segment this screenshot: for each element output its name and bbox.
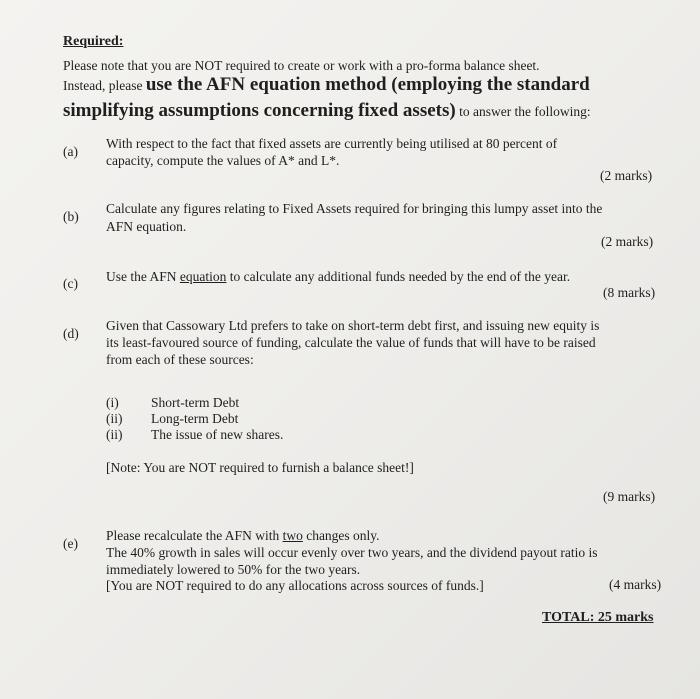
- question-e-line-3: immediately lowered to 50% for the two years.: [106, 562, 361, 577]
- question-c-line-1-post: to calculate any additional funds needed by the end of the year.: [226, 269, 571, 284]
- question-e-line-2: The 40% growth in sales will occur evenly over two years, and the dividend payout ratio is: [106, 545, 598, 560]
- intro-line-2-bold: use the AFN equation method (employing the standard: [145, 74, 590, 95]
- question-e-label: (e): [63, 536, 78, 551]
- question-d-line-2: its least-favoured source of funding, calculate the value of funds that will have to be raised: [106, 335, 596, 350]
- question-e-line-4: [You are NOT required to do any allocations across sources of funds.]: [106, 578, 484, 593]
- required-heading: Required:: [63, 34, 124, 49]
- intro-line-3-bold: simplifying assumptions concerning fixed assets): [63, 100, 456, 121]
- question-e-underlined-word: two: [282, 528, 303, 543]
- question-a-marks: (2 marks): [600, 168, 653, 183]
- question-a-label: (a): [63, 144, 78, 159]
- subitem-text: Short-term Debt: [151, 395, 240, 410]
- question-e-line-1: [106, 528, 380, 544]
- question-e-marks: (4 marks): [609, 577, 662, 592]
- question-d-note: [Note: You are NOT required to furnish a balance sheet!]: [106, 460, 414, 475]
- subitem-number: (ii): [106, 427, 123, 442]
- intro-line-2: [63, 74, 590, 96]
- question-a-line-1: With respect to the fact that fixed assets are currently being utilised at 80 percent of: [106, 136, 558, 151]
- question-c-line-1-pre: Use the AFN: [106, 269, 180, 284]
- intro-line-1: Please note that you are NOT required to create or work with a pro-forma balance sheet.: [63, 58, 540, 73]
- question-d-label: (d): [63, 326, 79, 341]
- question-b-label: (b): [63, 209, 79, 224]
- intro-line-3: [63, 100, 591, 122]
- subitem-text: The issue of new shares.: [151, 427, 284, 442]
- subitem-text: Long-term Debt: [151, 411, 239, 426]
- intro-line-3-suffix: to answer the following:: [455, 104, 591, 119]
- question-a-line-2: capacity, compute the values of A* and L*.: [106, 153, 340, 168]
- question-b-marks: (2 marks): [601, 234, 654, 249]
- question-d-line-3: from each of these sources:: [106, 352, 254, 367]
- question-b-line-2: AFN equation.: [106, 219, 187, 234]
- question-d-marks: (9 marks): [603, 489, 656, 504]
- question-e-line-1-post: changes only.: [302, 528, 380, 543]
- intro-line-2-prefix: Instead, please: [63, 78, 146, 93]
- question-c-line-1: [106, 269, 570, 285]
- subitem-number: (ii): [106, 411, 123, 426]
- question-e-line-1-pre: Please recalculate the AFN with: [106, 528, 283, 543]
- question-c-marks: (8 marks): [603, 285, 656, 300]
- total-marks: TOTAL: 25 marks: [542, 610, 654, 625]
- question-d-line-1: Given that Cassowary Ltd prefers to take on short-term debt first, and issuing new equity is: [106, 318, 600, 333]
- question-b-line-1: Calculate any figures relating to Fixed Assets required for bringing this lumpy asset into the: [106, 201, 603, 216]
- question-c-underlined-word: equation: [179, 269, 227, 284]
- subitem-number: (i): [106, 395, 119, 410]
- question-c-label: (c): [63, 276, 78, 291]
